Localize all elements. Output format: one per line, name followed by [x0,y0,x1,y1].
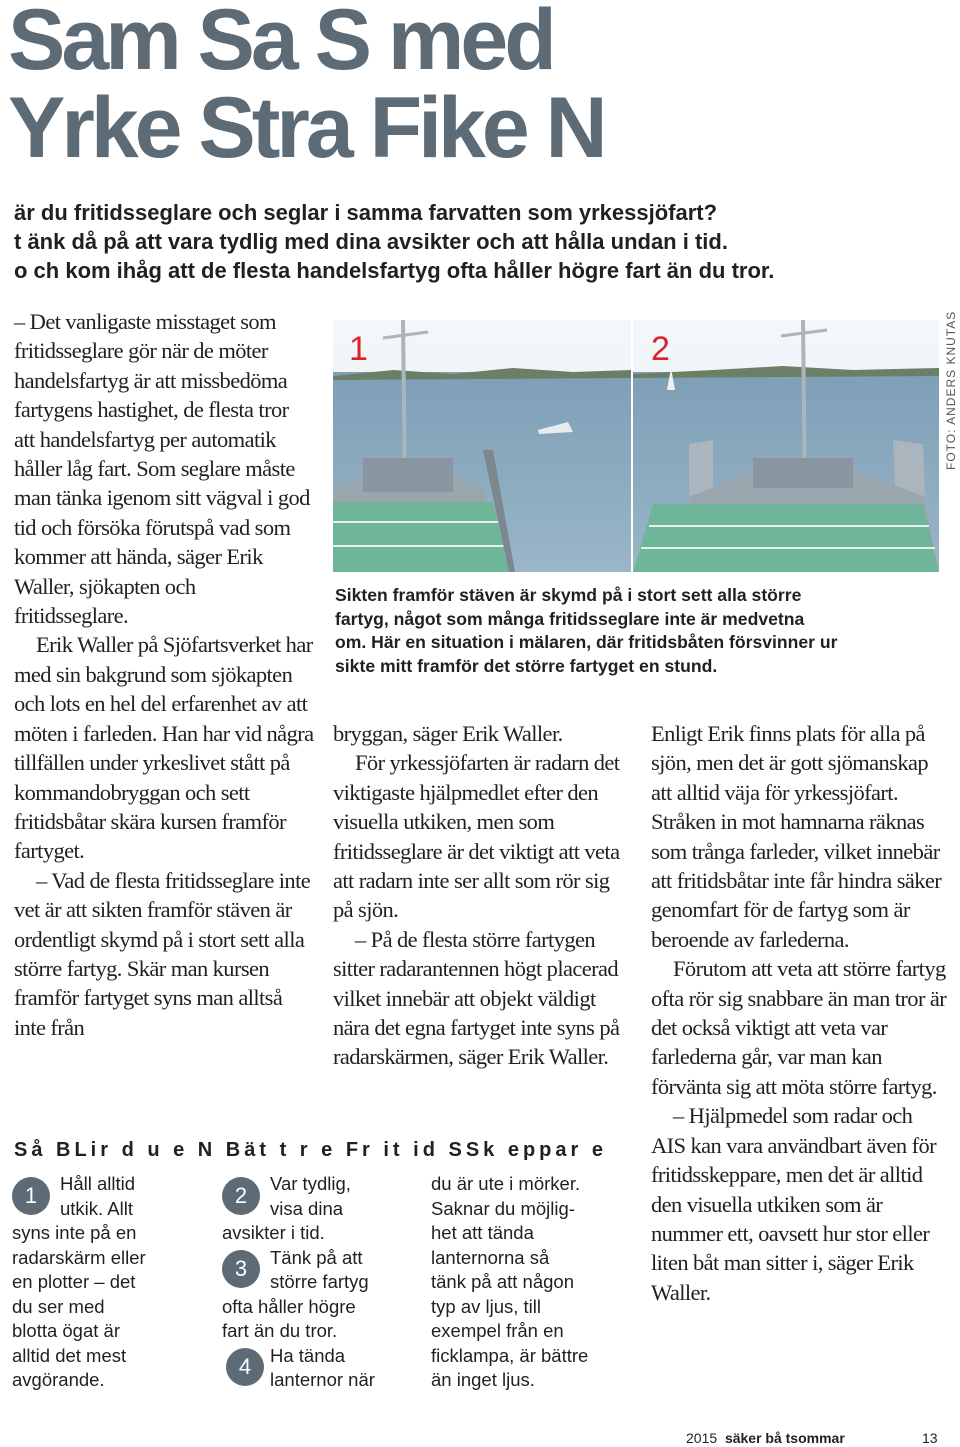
tip-line: fart än du tror. [222,1320,338,1341]
tip-line: typ av ljus, till [431,1295,542,1317]
tips-column-3 [431,1172,631,1393]
page-footer [686,1430,845,1446]
body-paragraph: – Det vanligaste misstaget som fritidsseglare gör när de möter handelsfartyg är att missbedöma fartygens hastighet, de flesta tror att handelsfartyg per automatik håller låg fart. Som seglare måste man tänka igenom sitt vägval i god tid och försöka förutspå vad som kommer att hända, säger Erik Waller, sjökapten och fritidsseglare. [14,309,310,629]
caption-line: om. Här en situation i mälaren, där fritidsbåten försvinner ur [335,632,838,653]
tip-line: tänk på att någon [431,1271,574,1292]
caption-line: Sikten framför stäven är skymd på i stort sett alla större [335,585,802,605]
tip-line: Var tydlig, [270,1173,351,1194]
tip-line: Tänk på att [270,1246,363,1268]
tip-line: Saknar du möjlig- [431,1197,575,1219]
body-paragraph: bryggan, säger Erik Waller. [333,721,563,746]
page-title [8,0,948,176]
tip-line: syns inte på en [12,1222,137,1243]
tip-line: Ha tända [270,1344,346,1366]
lead-line: o ch kom ihåg att de flesta handelsfartyg ofta håller högre fart än du tror. [14,258,775,283]
body-paragraph: – På de flesta större fartygen sitter radarantennen högt placerad vilket innebär att objekt väldigt nära det egna fartyget inte syns på radarskärmen, säger Erik Waller. [333,926,620,1070]
lead-line: t änk då på att vara tydlig med dina avsikter och att hålla undan i tid. [14,229,728,254]
body-column-3 [651,719,947,1307]
tip-line: blotta ögat är [12,1320,120,1341]
tip-line: en plotter – det [12,1271,136,1292]
lead-text [14,198,914,285]
photo-credit: FOTO: ANDERS KNUTAS [944,310,958,470]
footer-year: 2015 [686,1430,718,1446]
tip-line: ofta håller högre [222,1295,356,1317]
tip-line: exempel från en [431,1320,564,1341]
photo-label-1: 1 [349,330,368,368]
body-paragraph: Erik Waller på Sjöfartsverket har med sin bakgrund som sjökapten och lots en hel del erfarenhet av att möten i farleden. Han har vid några tillfällen under yrkeslivet stått på kommandobryggan och sett fritidsbåtar skära kursen framför fartyget. [14,632,314,864]
photo-illustration [333,320,939,572]
tip-line: lanternor när [270,1369,375,1390]
tip-number-3: 3 [222,1250,260,1288]
tips-heading: Så BLir d u e N Bät t r e Fr it id SSk eppar e [14,1139,607,1161]
tip-line: större fartyg [270,1271,369,1292]
body-paragraph: – Vad de flesta fritidsseglare inte vet är att sikten framför stäven är ordentligt skymd på i stort sett alla större fartyg. Skär man kursen framför fartyget syns man alltså inte från [14,867,311,1040]
body-column-2 [333,719,629,1072]
title-line-1: Sam Sa S med [8,0,553,88]
tip-line: visa dina [270,1197,344,1219]
tip-line: du är ute i mörker. [431,1173,581,1194]
body-paragraph: För yrkessjöfarten är radarn det viktigaste hjälpmedlet efter den visuella utkiken, men som fritidsseglare är det viktigt att veta att radarn inte ser allt som rör sig på sjön. [333,750,620,923]
body-column-1 [14,307,314,1042]
photo-panel-2 [633,320,939,572]
lead-line: är du fritidsseglare och seglar i samma farvatten som yrkessjöfart? [14,200,718,225]
tip-line: radarskärm eller [12,1246,146,1268]
title-line-2: Yrke Stra Fike N [8,80,604,176]
tip-line: het att tända [431,1222,534,1243]
tip-line: Håll alltid [60,1173,136,1194]
body-paragraph: Förutom att veta att större fartyg ofta rör sig snabbare än man tror är det också viktigt att veta var farlederna går, var man kan förvänta sig att möta större fartyg. [651,956,947,1099]
tip-line: än inget ljus. [431,1369,535,1390]
tip-number-2: 2 [222,1177,260,1215]
body-paragraph: – Hjälpmedel som radar och AIS kan vara användbart även för fritidsskeppare, men det är alltid den visuella utkiken som är nummer ett, oavsett hur stor eller liten båt man sitter i, säger Erik Waller. [651,1103,937,1305]
tip-number-4: 4 [226,1348,264,1386]
tip-line: avsikter i tid. [222,1222,325,1243]
caption-line: sikte mitt framför det större fartyget en stund. [335,655,718,676]
tip-line: lanternorna så [431,1246,550,1268]
page-number: 13 [922,1430,938,1446]
tip-line: utkik. Allt [60,1197,133,1219]
body-paragraph: Enligt Erik finns plats för alla på sjön, men det är gott sjömanskap att alltid väja för yrkessjöfart. Stråken in mot hamnarna räknas som trånga farleder, vilket innebär att fritidsbåtar inte får hindra säker genomfart för de fartyg som är beroende av farlederna. [651,721,942,952]
tip-line: ficklampa, är bättre [431,1344,589,1366]
tip-line: avgörande. [12,1369,105,1390]
photo-label-2: 2 [651,330,670,368]
tip-line: du ser med [12,1295,105,1317]
tip-number-1: 1 [12,1177,50,1215]
photo-panel-1 [333,320,631,572]
caption-line: fartyg, något som många fritidsseglare inte är medvetna [335,608,805,629]
photo-caption [335,584,955,678]
footer-magazine: säker bå tsommar [724,1430,845,1446]
ship-bow-photo [333,320,939,572]
tip-line: alltid det mest [12,1344,127,1366]
